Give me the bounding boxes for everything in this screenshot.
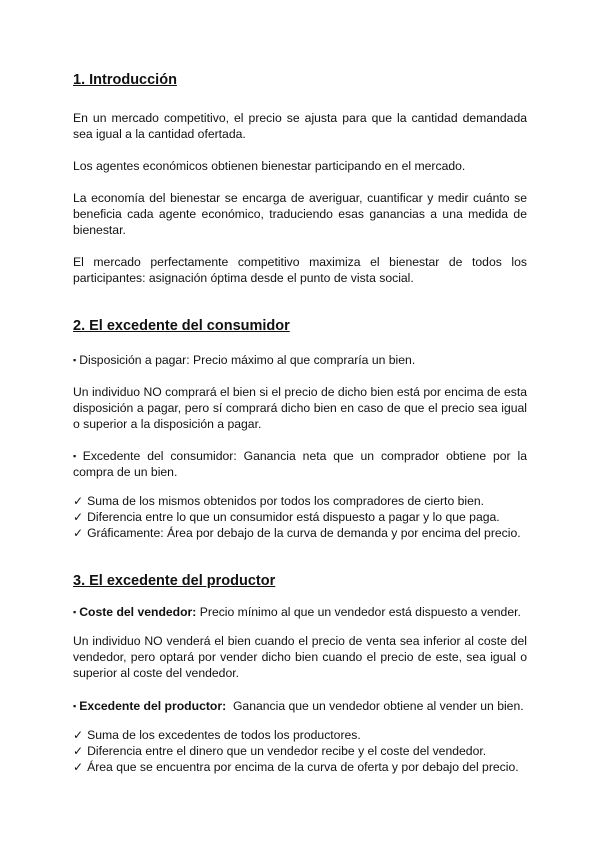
consumer-check-list (73, 493, 527, 541)
section-2-heading: 2. El excedente del consumidor (73, 318, 290, 334)
list-item: ✓ Gráficamente: Área por debajo de la curva de demanda y por encima del precio. (73, 526, 521, 540)
consumer-paragraph: Un individuo NO comprará el bien si el precio de dicho bien está por encima de esta disposición a pagar, pero sí comprará dicho bien en caso de que el precio sea igual o superior a la disposición a pagar. (73, 385, 527, 431)
checkmark-icon: ✓ (73, 510, 84, 524)
checkmark-icon: ✓ (73, 494, 84, 508)
intro-paragraph-3: La economía del bienestar se encarga de averiguar, cuantificar y medir cuánto se beneficia cada agente económico, traduciendo esas ganancias a una medida de bienestar. (73, 191, 527, 237)
checkmark-icon: ✓ (73, 760, 84, 774)
consumer-bullet-willingness (73, 352, 527, 368)
producer-check-list (73, 727, 527, 775)
square-bullet-icon: ▪ (73, 607, 77, 617)
square-bullet-icon: ▪ (73, 701, 77, 711)
bullet-label: Coste del vendedor: (79, 605, 197, 619)
square-bullet-icon: ▪ (73, 451, 80, 461)
list-item: ✓ Diferencia entre lo que un consumidor está dispuesto a pagar y lo que paga. (73, 510, 500, 524)
consumer-bullet-surplus (73, 448, 527, 480)
bullet-text: Ganancia que un vendedor obtiene al vender un bien. (232, 699, 524, 713)
intro-paragraph-4: El mercado perfectamente competitivo maximiza el bienestar de todos los participantes: asignación óptima desde el punto de vista social. (73, 255, 527, 285)
bullet-text: Disposición a pagar: Precio máximo al que compraría un bien. (79, 353, 416, 367)
checkmark-icon: ✓ (73, 728, 84, 742)
list-item: ✓ Diferencia entre el dinero que un vendedor recibe y el coste del vendedor. (73, 744, 487, 758)
intro-paragraph-1: En un mercado competitivo, el precio se ajusta para que la cantidad demandada sea igual a la cantidad ofertada. (73, 111, 527, 141)
checkmark-icon: ✓ (73, 526, 84, 540)
list-item: ✓ Área que se encuentra por encima de la curva de oferta y por debajo del precio. (73, 760, 519, 774)
producer-bullet-surplus (73, 698, 527, 714)
section-1-heading: 1. Introducción (73, 72, 177, 88)
checkmark-icon: ✓ (73, 744, 84, 758)
intro-paragraph-2: Los agentes económicos obtienen bienestar participando en el mercado. (73, 159, 466, 173)
list-item: ✓ Suma de los mismos obtenidos por todos los compradores de cierto bien. (73, 494, 485, 508)
producer-bullet-cost (73, 604, 527, 620)
square-bullet-icon: ▪ (73, 355, 77, 365)
list-item: ✓ Suma de los excedentes de todos los productores. (73, 728, 361, 742)
bullet-text: Excedente del consumidor: Ganancia neta que un comprador obtiene por la compra de un bien. (73, 449, 527, 479)
section-3-heading: 3. El excedente del productor (73, 573, 276, 589)
producer-paragraph: Un individuo NO venderá el bien cuando el precio de venta sea inferior al coste del vendedor, pero optará por vender dicho bien cuando el precio de este, sea igual o superior al coste del vendedor. (73, 634, 527, 680)
bullet-label: Excedente del productor: (79, 699, 227, 713)
bullet-text: Precio mínimo al que un vendedor está dispuesto a vender. (199, 605, 521, 619)
